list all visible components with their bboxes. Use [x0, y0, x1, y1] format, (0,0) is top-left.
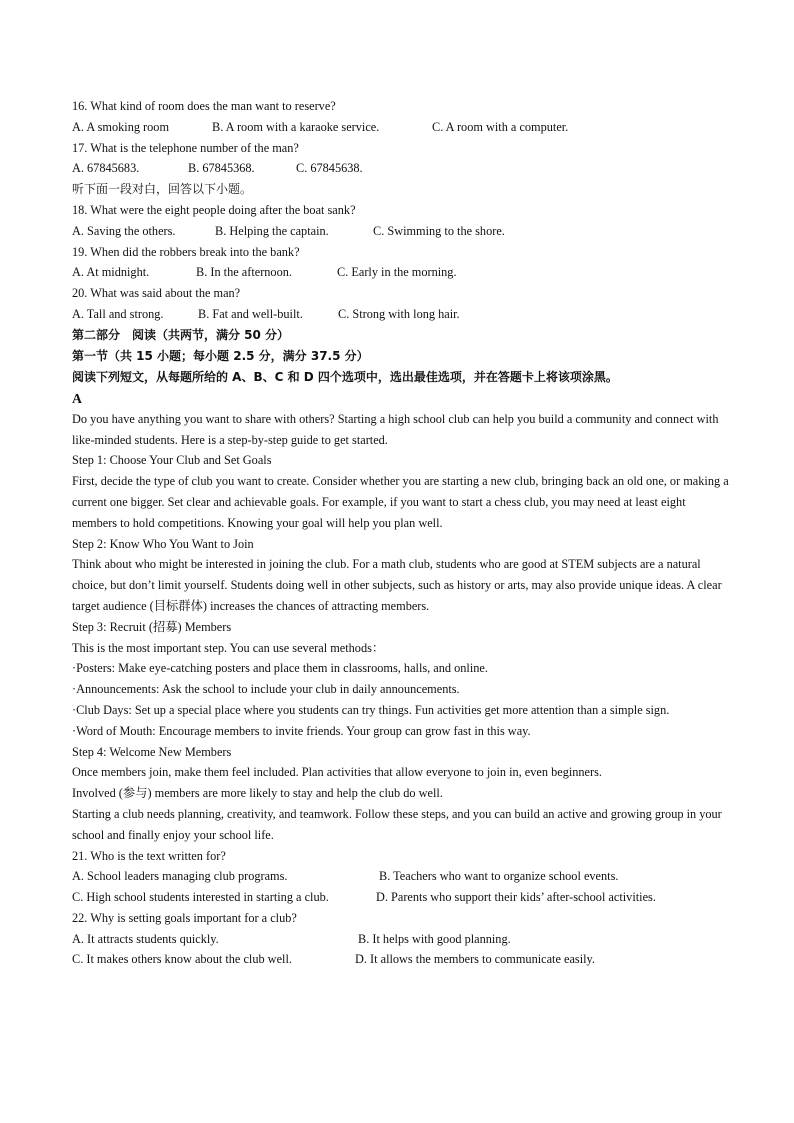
part-two-heading: 第二部分 阅读（共两节，满分 50 分） [72, 327, 290, 342]
question-19-options [72, 262, 732, 283]
bullet-announcements: ·Announcements: Ask the school to include your club in daily announcements. [72, 682, 460, 697]
question-21: 21. Who is the text written for? [72, 848, 226, 863]
question-18-options [72, 221, 732, 242]
option-20-a: A. Tall and strong. [72, 306, 164, 321]
step-4-text-2: Involved (参与) members are more likely to stay and help the club do well. [72, 786, 443, 801]
question-20: 20. What was said about the man? [72, 286, 241, 301]
option-16-c: C. A room with a computer. [432, 119, 569, 134]
bullet-posters: ·Posters: Make eye-catching posters and place them in classrooms, halls, and online. [72, 661, 488, 676]
option-16-b: B. A room with a karaoke service. [212, 119, 380, 134]
question-18: 18. What were the eight people doing after the boat sank? [72, 202, 356, 217]
option-18-c: C. Swimming to the shore. [373, 223, 505, 238]
step-4-title: Step 4: Welcome New Members [72, 744, 232, 759]
step-2-text: Think about who might be interested in joining the club. For a math club, students who are good at STEM subjects are a natural choice, but don’t limit yourself. Students doing well in other subjects, such as history or arts, may also provide unique ideas. A clear target audience (目标群体) increases the chances of attracting members. [72, 557, 722, 613]
question-17-options [72, 158, 732, 179]
section-one-heading: 第一节（共 15 小题；每小题 2.5 分，满分 37.5 分） [72, 348, 369, 363]
option-22-c: C. It makes others know about the club well. [72, 952, 292, 967]
question-22-options-row1 [72, 929, 732, 950]
question-16: 16. What kind of room does the man want to reserve? [72, 99, 336, 113]
step-1-text: First, decide the type of club you want to create. Consider whether you are starting a new club, bringing back an old one, or making a current one bigger. Set clear and achievable goals. For example, if you want to start a chess club, you may need at least eight members to hold competitions. Knowing your goal will help you plan well. [72, 474, 729, 530]
question-19: 19. When did the robbers break into the bank? [72, 244, 300, 259]
question-22-options-row2 [72, 949, 732, 970]
question-21-options-row1 [72, 866, 732, 887]
option-17-c: C. 67845638. [296, 161, 363, 176]
passage-label: A [72, 390, 82, 406]
step-3-title: Step 3: Recruit (招募) Members [72, 619, 232, 634]
bullet-word-of-mouth: ·Word of Mouth: Encourage members to invite friends. Your group can grow fast in this way. [72, 723, 531, 738]
question-22: 22. Why is setting goals important for a club? [72, 910, 297, 925]
option-22-d: D. It allows the members to communicate easily. [355, 952, 595, 967]
option-17-a: A. 67845683. [72, 161, 140, 176]
option-21-b: B. Teachers who want to organize school events. [379, 869, 619, 884]
option-16-a: A. A smoking room [72, 119, 170, 134]
reading-instruction: 阅读下列短文，从每题所给的 A、B、C 和 D 四个选项中，选出最佳选项，并在答题卡上将该项涂黑。 [72, 369, 618, 384]
step-1-title: Step 1: Choose Your Club and Set Goals [72, 453, 272, 468]
question-21-options-row2 [72, 887, 732, 908]
option-21-a: A. School leaders managing club programs. [72, 869, 288, 884]
option-19-c: C. Early in the morning. [337, 265, 457, 280]
passage-intro: Do you have anything you want to share with others? Starting a high school club can help you build a community and connect with like-minded students. Here is a step-by-step guide to get started. [72, 411, 719, 447]
option-22-a: A. It attracts students quickly. [72, 931, 219, 946]
question-17: 17. What is the telephone number of the man? [72, 140, 299, 155]
option-17-b: B. 67845368. [188, 161, 255, 176]
step-2-title: Step 2: Know Who You Want to Join [72, 536, 254, 551]
option-18-b: B. Helping the captain. [215, 223, 329, 238]
listening-instruction: 听下面一段对白，回答以下小题。 [72, 182, 253, 197]
page-content [72, 96, 732, 970]
option-19-b: B. In the afternoon. [196, 265, 292, 280]
option-21-c: C. High school students interested in starting a club. [72, 890, 329, 905]
question-20-options [72, 304, 732, 325]
step-3-text: This is the most important step. You can use several methods： [72, 640, 385, 655]
option-18-a: A. Saving the others. [72, 223, 176, 238]
option-19-a: A. At midnight. [72, 265, 150, 280]
option-20-c: C. Strong with long hair. [338, 306, 460, 321]
option-21-d: D. Parents who support their kids’ after-school activities. [376, 890, 656, 905]
bullet-club-days: ·Club Days: Set up a special place where you students can try things. Fun activities get more attention than a simple sign. [72, 702, 670, 717]
option-22-b: B. It helps with good planning. [358, 931, 511, 946]
question-16-options [72, 117, 732, 138]
option-20-b: B. Fat and well-built. [198, 306, 303, 321]
step-4-text-1: Once members join, make them feel included. Plan activities that allow everyone to join in, even beginners. [72, 765, 602, 780]
passage-conclusion: Starting a club needs planning, creativity, and teamwork. Follow these steps, and you can build an active and growing group in your school and finally enjoy your school life. [72, 806, 722, 842]
